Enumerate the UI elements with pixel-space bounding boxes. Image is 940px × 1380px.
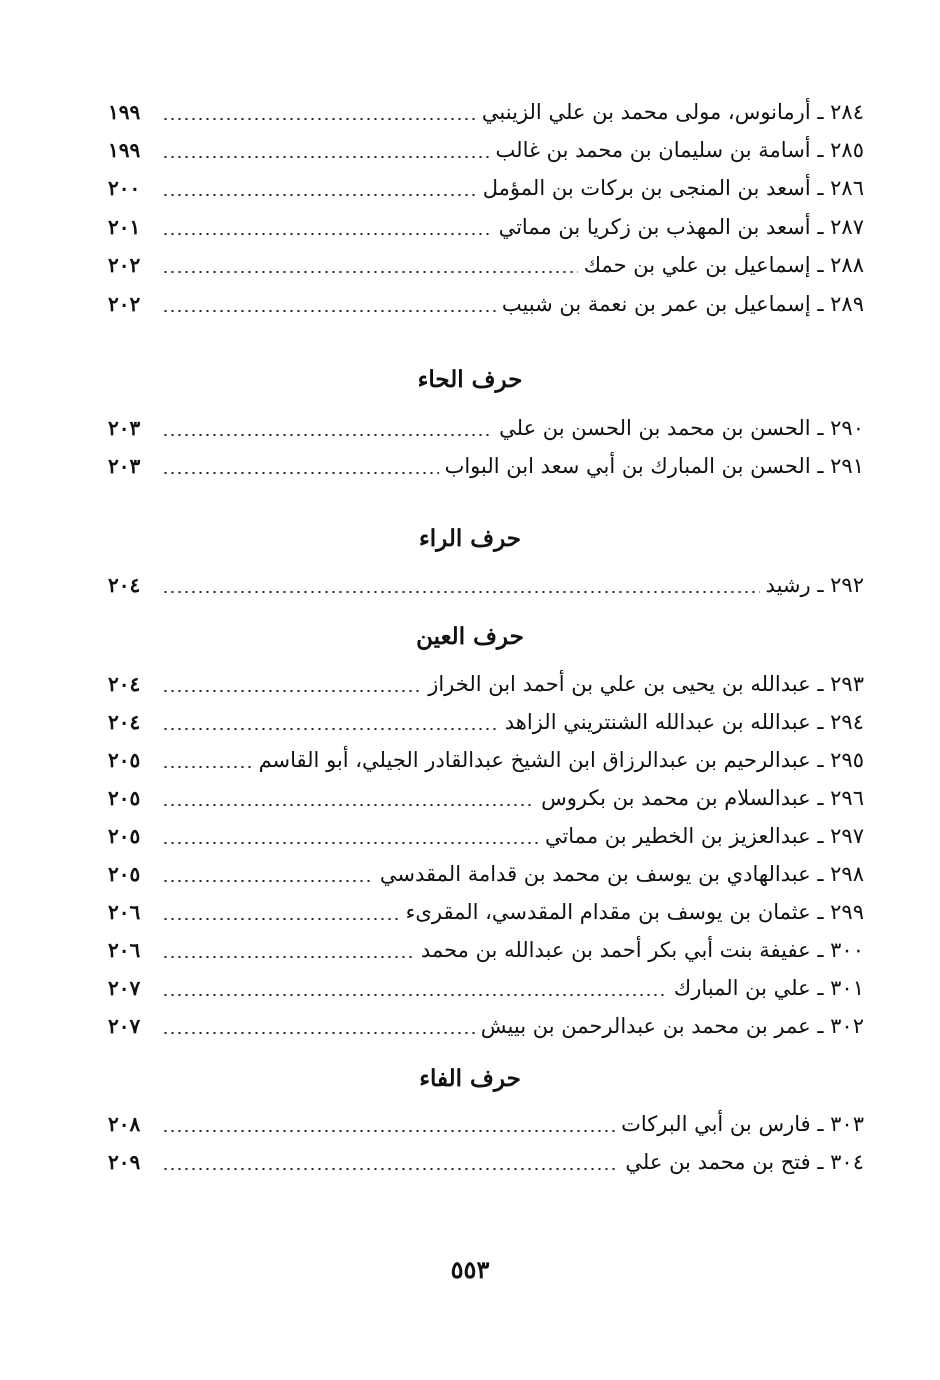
entry-title: ٣٠٣ ـ فارس بن أبي البركات [621,1112,864,1136]
toc-entry [108,933,864,967]
dot-leader [162,271,578,273]
entry-page-number: ٢٠٧ [108,976,141,1000]
toc-entry [108,743,864,777]
entry-title: ٢٨٦ ـ أسعد بن المنجى بن بركات بن المؤمل [482,176,864,200]
page-folio-number: ٥٥٣ [450,1255,490,1284]
toc-entry [108,781,864,815]
entry-page-number: ٢٠٥ [108,862,141,886]
entry-page-number: ٢٠٨ [108,1112,141,1136]
entry-title: ٢٨٧ ـ أسعد بن المهذب بن زكريا بن مماتي [498,215,864,239]
entry-page-number: ٢٠٢ [108,253,141,277]
entry-title: ٢٩٢ ـ رشيد [765,573,864,597]
entry-page-number: ١٩٩ [108,100,141,124]
entry-page-number: ٢٠٥ [108,824,141,848]
entry-title: ٢٨٤ ـ أرمانوس، مولى محمد بن علي الزينبي [481,100,864,124]
entry-page-number: ٢٠٩ [108,1150,141,1174]
toc-entry [108,171,864,205]
entry-title: ٢٨٩ ـ إسماعيل بن عمر بن نعمة بن شبيب [501,292,864,316]
entry-page-number: ٢٠٢ [108,292,141,316]
entry-title: ٢٩٣ ـ عبدالله بن يحيى بن علي بن أحمد ابن الخراز [428,672,864,696]
entry-title: ٣٠٢ ـ عمر بن محمد بن عبدالرحمن بن بييش [480,1014,864,1038]
entry-title: ٢٩٦ ـ عبدالسلام بن محمد بن بكروس [541,786,864,810]
toc-entry [108,411,864,445]
entry-title: ٢٨٥ ـ أسامة بن سليمان بن محمد بن غالب [495,138,864,162]
entry-title: ٣٠٠ ـ عفيفة بنت أبي بكر أحمد بن عبدالله بن محمد [420,938,864,962]
entry-page-number: ٢٠٤ [108,573,141,597]
entry-title: ٢٩١ ـ الحسن بن المبارك بن أبي سعد ابن البواب [444,454,864,478]
dot-leader [162,233,493,235]
dot-leader [162,880,374,882]
entry-page-number: ١٩٩ [108,138,141,162]
dot-leader [162,918,400,920]
dot-leader [162,956,415,958]
toc-entry [108,95,864,129]
entry-title: ٢٩٤ ـ عبدالله بن عبدالله الشنتريني الزاهد [504,710,864,734]
toc-entry [108,287,864,321]
entry-page-number: ٢٠٤ [108,710,141,734]
toc-entry [108,667,864,701]
dot-leader [162,472,439,474]
dot-leader [162,994,668,996]
toc-entry [108,857,864,891]
dot-leader [162,1168,619,1170]
entry-page-number: ٢٠٥ [108,786,141,810]
toc-entry [108,133,864,167]
section-heading: حرف العين [416,623,524,650]
toc-entry [108,1107,864,1141]
toc-entry [108,895,864,929]
entry-title: ٢٩٨ ـ عبدالهادي بن يوسف بن محمد بن قدامة المقدسي [379,862,864,886]
toc-entry [108,210,864,244]
entry-page-number: ٢٠٠ [108,176,141,200]
dot-leader [162,842,539,844]
dot-leader [162,194,477,196]
toc-entry [108,705,864,739]
entry-title: ٢٩٧ ـ عبدالعزيز بن الخطير بن مماتي [544,824,864,848]
toc-entry [108,971,864,1005]
dot-leader [162,728,499,730]
section-heading: حرف الفاء [419,1065,521,1092]
entry-title: ٢٨٨ ـ إسماعيل بن علي بن حمك [583,253,864,277]
dot-leader [162,118,476,120]
entry-page-number: ٢٠٦ [108,938,141,962]
dot-leader [162,591,760,593]
dot-leader [162,434,493,436]
entry-page-number: ٢٠٣ [108,454,141,478]
entry-page-number: ٢٠٥ [108,748,141,772]
dot-leader [162,1130,615,1132]
toc-entry [108,1009,864,1043]
dot-leader [162,310,496,312]
entry-title: ٢٩٩ ـ عثمان بن يوسف بن مقدام المقدسي، المقرىء [405,900,864,924]
toc-entry [108,819,864,853]
toc-entry [108,1145,864,1179]
entry-page-number: ٢٠٦ [108,900,141,924]
dot-leader [162,156,490,158]
entry-page-number: ٢٠٧ [108,1014,141,1038]
toc-entry [108,248,864,282]
dot-leader [162,766,253,768]
entry-title: ٣٠١ ـ علي بن المبارك [673,976,864,1000]
entry-title: ٢٩٠ ـ الحسن بن محمد بن الحسن بن علي [499,416,864,440]
entry-title: ٣٠٤ ـ فتح بن محمد بن علي [625,1150,864,1174]
dot-leader [162,690,422,692]
section-heading: حرف الراء [418,525,522,552]
dot-leader [162,1032,475,1034]
toc-entry [108,568,864,602]
entry-page-number: ٢٠١ [108,215,141,239]
entry-title: ٢٩٥ ـ عبدالرحيم بن عبدالرزاق ابن الشيخ عبدالقادر الجيلي، أبو القاسم [258,748,864,772]
dot-leader [162,804,535,806]
section-heading: حرف الحاء [417,366,523,393]
entry-page-number: ٢٠٤ [108,672,141,696]
toc-entry [108,449,864,483]
entry-page-number: ٢٠٣ [108,416,141,440]
